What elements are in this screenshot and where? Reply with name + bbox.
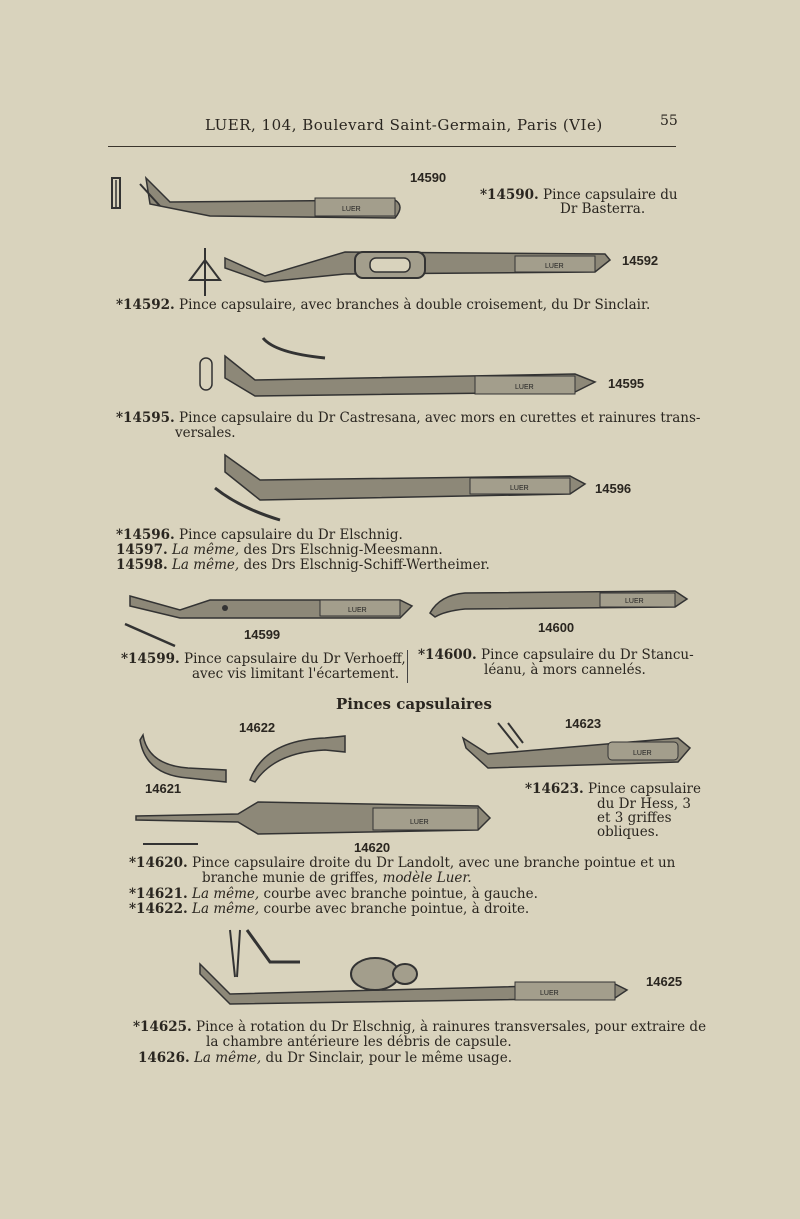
luer-mark: LUER (625, 598, 644, 605)
forceps-14590-illustration (110, 170, 410, 230)
caption-number: *14590. (480, 187, 539, 203)
fig-label-14592: 14592 (622, 253, 659, 268)
luer-mark: LUER (348, 607, 367, 614)
caption-text: Pince capsulaire du Dr Stancu- (481, 647, 694, 663)
forceps-14596-illustration (210, 450, 590, 525)
running-header: LUER, 104, Boulevard Saint-Germain, Paris (VIe) (205, 116, 603, 134)
luer-mark: LUER (515, 384, 534, 391)
caption-text: des Drs Elschnig-Meesmann. (243, 542, 443, 558)
header-rule (108, 146, 676, 147)
forceps-14595-illustration (195, 328, 600, 410)
fig-label-14620: 14620 (354, 840, 391, 855)
caption-text: et 3 griffes (597, 810, 672, 826)
caption-text: courbe avec branche pointue, à gauche. (263, 886, 538, 902)
caption-number: *14599. (121, 651, 180, 667)
forceps-14592-illustration (185, 238, 615, 300)
luer-mark: LUER (545, 263, 564, 270)
caption-number: *14620. (129, 855, 188, 871)
fig-label-14600: 14600 (538, 620, 575, 635)
caption-text: des Drs Elschnig-Schiff-Wertheimer. (243, 557, 490, 573)
luer-mark: LUER (510, 485, 529, 492)
fig-label-14599: 14599 (244, 627, 281, 642)
caption-italic: La même, (193, 1050, 262, 1066)
caption-text: branche munie de griffes, (202, 870, 379, 886)
column-divider (407, 650, 408, 683)
caption-text: versales. (175, 425, 236, 441)
luer-mark: LUER (540, 990, 559, 997)
page-number: 55 (660, 113, 678, 129)
caption-text: obliques. (597, 824, 659, 840)
fig-label-14590: 14590 (410, 170, 447, 185)
forceps-14622-illustration (245, 730, 350, 785)
luer-mark: LUER (633, 750, 652, 757)
fig-label-14596: 14596 (595, 481, 632, 496)
caption-text: avec vis limitant l'écartement. (192, 666, 400, 682)
caption-text: Pince capsulaire du Dr Verhoeff, (184, 651, 406, 667)
caption-number: *14623. (525, 781, 584, 797)
caption-number: 14597. (116, 542, 168, 558)
fig-label-14623: 14623 (565, 716, 602, 731)
caption-number: *14595. (116, 410, 175, 426)
caption-italic: La même, (171, 557, 240, 573)
caption-text: Pince capsulaire du Dr Elschnig. (179, 527, 403, 543)
luer-mark: LUER (410, 819, 429, 826)
caption-text: Pince à rotation du Dr Elschnig, à rainures transversales, pour extraire de (196, 1019, 707, 1035)
caption-text: Pince capsulaire, avec branches à double croisement, du Dr Sinclair. (179, 297, 651, 313)
caption-text: du Dr Hess, 3 (597, 796, 691, 812)
caption-number: *14621. (129, 886, 188, 902)
forceps-14621-illustration (138, 730, 230, 785)
fig-label-14622: 14622 (239, 720, 276, 735)
caption-text: Pince capsulaire du Dr Castresana, avec mors en curettes et rainures trans- (179, 410, 701, 426)
caption-italic: La même, (192, 901, 260, 917)
caption-italic: La même, (171, 542, 240, 558)
caption-number: 14626. (138, 1050, 190, 1066)
forceps-14600-illustration (425, 585, 690, 620)
forceps-14625-illustration (195, 922, 635, 1014)
caption-text: courbe avec branche pointue, à droite. (263, 901, 530, 917)
forceps-14620-illustration (128, 796, 493, 848)
caption-text: Pince capsulaire du (543, 187, 678, 203)
caption-number: *14622. (129, 901, 188, 917)
caption-text: la chambre antérieure les débris de capsule. (206, 1034, 512, 1050)
caption-italic: modèle Luer. (382, 870, 472, 886)
caption-text: Pince capsulaire droite du Dr Landolt, avec une branche pointue et un (192, 855, 676, 871)
fig-label-14621: 14621 (145, 781, 182, 796)
caption-text: Dr Basterra. (560, 201, 646, 217)
fig-label-14595: 14595 (608, 376, 645, 391)
caption-text: léanu, à mors cannelés. (484, 662, 646, 678)
caption-number: *14600. (418, 647, 477, 663)
caption-italic: La même, (192, 886, 260, 902)
caption-number: *14592. (116, 297, 175, 313)
luer-mark: LUER (342, 206, 361, 213)
caption-text: Pince capsulaire (588, 781, 701, 797)
caption-number: *14625. (133, 1019, 192, 1035)
caption-number: *14596. (116, 527, 175, 543)
caption-text: du Dr Sinclair, pour le même usage. (265, 1050, 512, 1066)
section-title: Pinces capsulaires (336, 695, 492, 713)
fig-label-14625: 14625 (646, 974, 683, 989)
caption-number: 14598. (116, 557, 168, 573)
